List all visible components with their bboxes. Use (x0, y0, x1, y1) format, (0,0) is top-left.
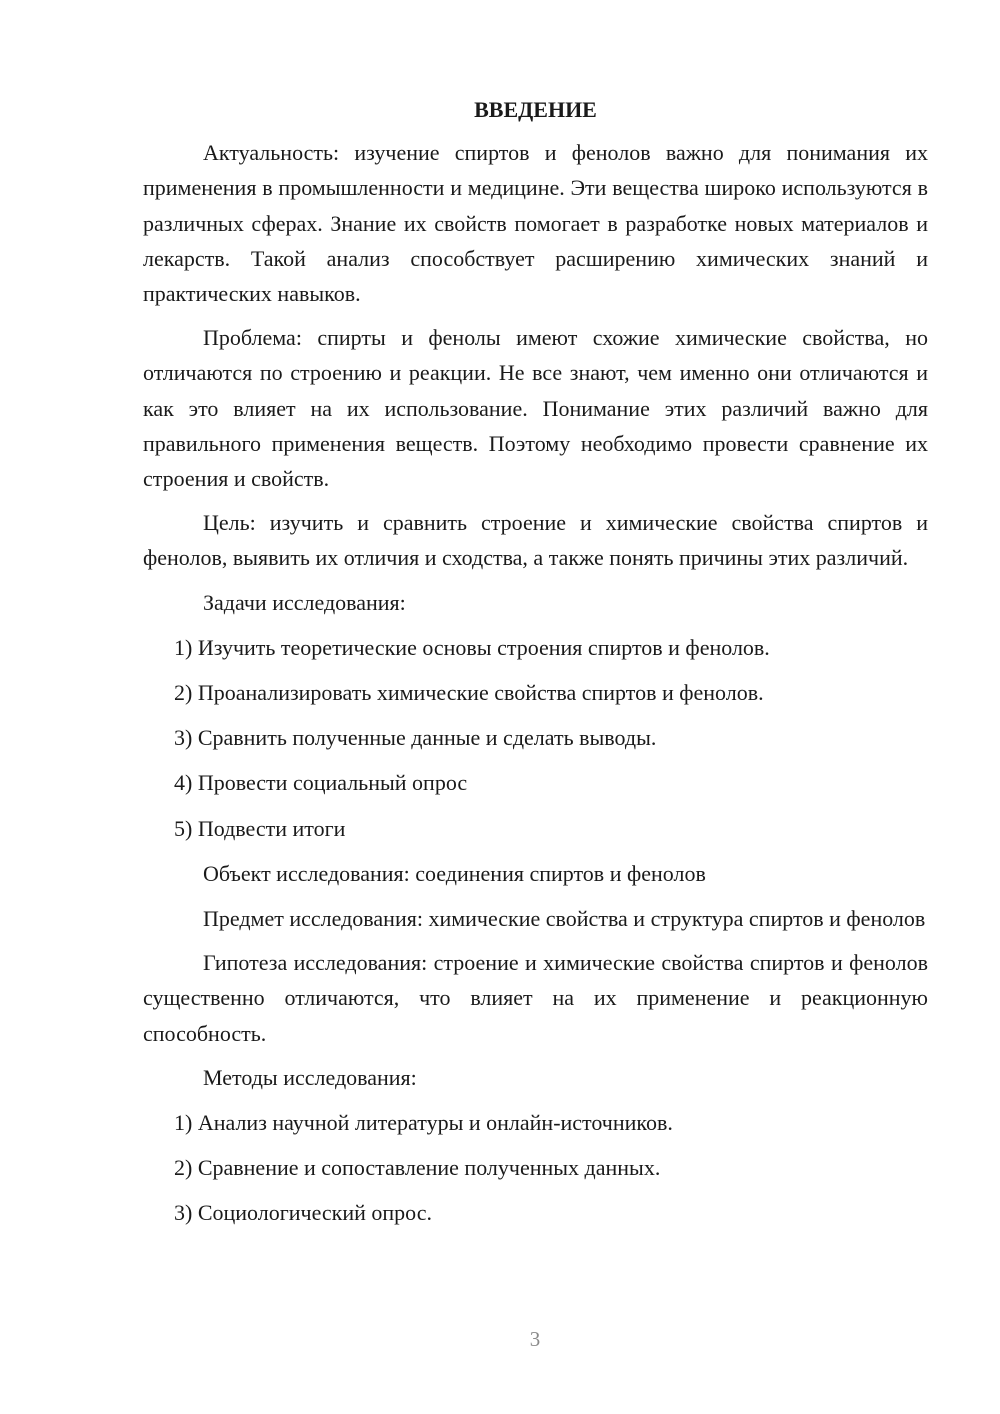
list-item: 3) Социологический опрос. (174, 1200, 432, 1226)
tasks-list (143, 630, 928, 846)
document-page (143, 92, 928, 1241)
methods-list (143, 1105, 928, 1231)
methods-title: Методы исследования: (203, 1064, 417, 1090)
list-item: 5) Подвести итоги (174, 815, 346, 841)
section-heading: ВВЕДЕНИЕ (474, 97, 597, 122)
problem-paragraph: Проблема: спирты и фенолы имеют схожие химические свойства, но отличаются по строению и реакции. Не все знают, чем именно они отличаются и как это влияет на их использование. Понимание этих различий важно для правильного применения веществ. Поэтому необходимо провести сравнение их строения и свойств. (143, 325, 928, 492)
list-item: 1) Анализ научной литературы и онлайн-источников. (174, 1110, 673, 1136)
page-number: 3 (529, 1327, 541, 1351)
list-item: 4) Провести социальный опрос (174, 770, 468, 796)
list-item: 3) Сравнить полученные данные и сделать выводы. (174, 725, 657, 751)
research-object: Объект исследования: соединения спиртов и фенолов (203, 860, 706, 886)
goal-paragraph: Цель: изучить и сравнить строение и химические свойства спиртов и фенолов, выявить их отличия и сходства, а также понять причины этих различий. (143, 510, 928, 571)
research-subject: Предмет исследования: химические свойства и структура спиртов и фенолов (203, 906, 926, 932)
list-item: 2) Сравнение и сопоставление полученных данных. (174, 1155, 661, 1181)
research-hypothesis: Гипотеза исследования: строение и химические свойства спиртов и фенолов существенно отличаются, что влияет на их применение и реакционную способность. (143, 950, 928, 1046)
tasks-title: Задачи исследования: (203, 589, 406, 615)
list-item: 1) Изучить теоретические основы строения спиртов и фенолов. (174, 634, 770, 660)
list-item: 2) Проанализировать химические свойства спиртов и фенолов. (174, 680, 764, 706)
relevance-paragraph: Актуальность: изучение спиртов и фенолов важно для понимания их применения в промышленности и медицине. Эти вещества широко используются в различных сферах. Знание их свойств помогает в разработке новых материалов и лекарств. Такой анализ способствует расширению химических знаний и практических навыков. (143, 140, 928, 307)
